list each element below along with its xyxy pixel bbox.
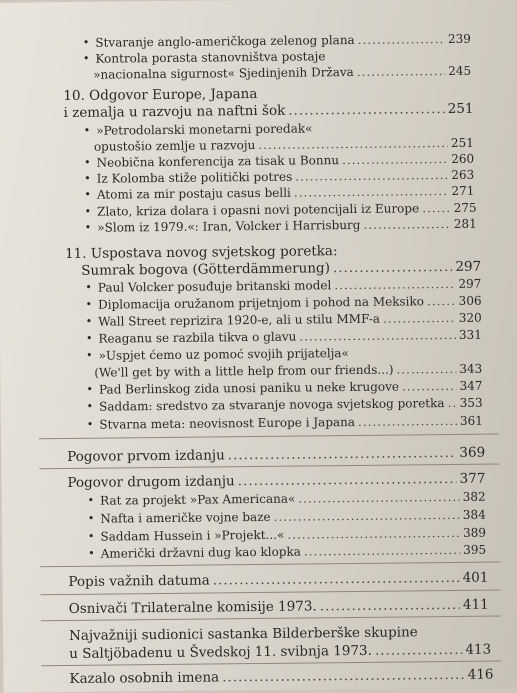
toc-entry[interactable] xyxy=(84,168,474,186)
section-divider xyxy=(41,589,501,595)
toc-entry[interactable] xyxy=(85,217,477,235)
bullet-icon: • xyxy=(84,220,92,234)
toc-entry-title: Saddam: sredstvo za stvaranje novoga svjetskog poretka xyxy=(99,396,445,414)
bullet-icon: • xyxy=(85,314,93,328)
bullet-icon: • xyxy=(85,331,93,345)
toc-entry[interactable] xyxy=(93,64,471,82)
toc-entry[interactable] xyxy=(94,362,482,380)
dot-leader xyxy=(320,597,460,614)
bullet-icon: • xyxy=(87,529,95,543)
dot-leader xyxy=(299,328,456,344)
toc-entry-title: »Slom iz 1979.«: Iran, Volcker i Harrisburg xyxy=(97,217,361,235)
chapter-title-cont: i zemalja u razvoju na naftni šok xyxy=(63,102,286,122)
bullet-icon: • xyxy=(85,297,93,311)
toc-entry[interactable] xyxy=(84,184,474,202)
toc-entry-line xyxy=(86,346,349,363)
toc-page-number: 297 xyxy=(455,258,482,275)
bullet-icon: • xyxy=(82,35,90,49)
section-title: Najvažniji sudionici sastanka Bilderberške skupine xyxy=(68,624,418,644)
dot-leader xyxy=(238,471,457,489)
dot-leader xyxy=(304,543,460,559)
dot-leader xyxy=(357,64,446,79)
section-divider xyxy=(39,433,499,439)
toc-page-number: 361 xyxy=(459,413,483,428)
section-title-cont: u Saltjöbadenu u Švedskoj 11. svibnja 1973. xyxy=(69,642,372,662)
toc-entry-title: Rat za projekt »Pax Americana« xyxy=(100,491,296,508)
dot-leader xyxy=(375,642,463,659)
toc-page-number: 382 xyxy=(462,489,486,504)
section-title: Osnivači Trilateralne komisije 1973. xyxy=(68,598,317,618)
dot-leader xyxy=(287,526,460,542)
section-divider xyxy=(40,561,500,567)
toc-entry-title: »Uspjet ćemo uz pomoć svojih prijatelja« xyxy=(98,346,349,363)
toc-entry-title: Kontrola porasta stanovništva postaje xyxy=(95,49,326,66)
dot-leader xyxy=(294,184,449,200)
toc-entry[interactable] xyxy=(88,543,486,561)
toc-page-number: 347 xyxy=(459,378,483,393)
toc-page-number: 416 xyxy=(467,666,494,683)
toc-page-number: 251 xyxy=(450,135,474,150)
dot-leader xyxy=(274,508,460,524)
dot-leader xyxy=(295,168,448,184)
dot-leader xyxy=(422,201,451,215)
bullet-icon: • xyxy=(86,417,94,431)
dot-leader xyxy=(383,311,456,326)
bullet-icon: • xyxy=(84,204,92,218)
toc-entry[interactable] xyxy=(84,152,474,170)
toc-entry[interactable] xyxy=(86,379,482,397)
toc-entry-title: Stvarna meta: neovisnost Europe i Japana xyxy=(99,414,356,432)
toc-page-number: 271 xyxy=(451,183,475,198)
section-title: Pogovor prvom izdanju xyxy=(67,447,225,466)
section-title: Kazalo osobnih imena xyxy=(69,669,220,687)
dot-leader xyxy=(358,414,457,429)
toc-entry[interactable] xyxy=(87,414,483,432)
bullet-icon: • xyxy=(88,546,95,560)
toc-entry[interactable] xyxy=(83,32,471,50)
dot-leader xyxy=(427,294,456,308)
bullet-icon: • xyxy=(87,511,95,525)
toc-entry[interactable] xyxy=(69,667,493,687)
section-title: Pogovor drugom izdanju xyxy=(67,473,235,492)
toc-page-number: 384 xyxy=(462,507,486,522)
toc-page-number: 411 xyxy=(462,596,489,613)
toc-page-number: 281 xyxy=(453,216,477,231)
toc-entry-title: »Petrodolarski monetarni poredak« xyxy=(96,121,313,138)
toc-entry-title-cont: »nacionalna sigurnost« Sjedinjenih Država xyxy=(93,64,354,82)
toc-page-number: 260 xyxy=(451,151,475,166)
toc-page-number: 320 xyxy=(458,310,482,325)
toc-page-number: 239 xyxy=(447,31,471,46)
bullet-icon: • xyxy=(84,171,91,185)
toc-entry[interactable] xyxy=(85,201,477,219)
toc-page-number: 275 xyxy=(453,200,477,215)
toc-entry-title: Iz Kolomba stiže politički potres xyxy=(96,169,293,186)
toc-entry-line xyxy=(84,121,313,137)
bullet-icon: • xyxy=(85,280,92,294)
toc-entry-title: Wall Street reprizira 1920-e, ali u stilu MMF-a xyxy=(98,311,381,329)
toc-entry-title: Američki državni dug kao klopka xyxy=(100,544,301,561)
toc-entry-title: Neobična konferencija za tisak u Bonnu xyxy=(96,153,340,170)
bullet-icon: • xyxy=(84,187,91,201)
chapter-title: 11. Uspostava novog svjetskog poretka: xyxy=(64,243,338,263)
toc-entry-title: Pad Berlinskog zida unosi paniku u neke krugove xyxy=(98,379,400,397)
bullet-icon: • xyxy=(86,399,94,413)
toc-entry[interactable] xyxy=(69,597,489,617)
toc-entry[interactable] xyxy=(68,570,488,590)
toc-page-number: 263 xyxy=(451,167,475,182)
dot-leader xyxy=(333,259,453,276)
toc-entry-title: Saddam Hussein i »Projekt...« xyxy=(100,527,285,544)
dot-leader xyxy=(342,152,448,167)
bullet-icon: • xyxy=(86,348,93,362)
section-title: Popis važnih datuma xyxy=(68,572,210,591)
toc-entry[interactable] xyxy=(88,508,486,526)
dot-leader xyxy=(288,101,445,119)
toc-page-number: 331 xyxy=(458,327,482,342)
dot-leader xyxy=(228,445,457,463)
toc-entry[interactable] xyxy=(67,471,485,491)
toc-page-number: 306 xyxy=(458,293,482,308)
toc-entry[interactable] xyxy=(87,396,483,414)
toc-entry[interactable] xyxy=(81,259,481,279)
toc-entry[interactable] xyxy=(85,277,481,295)
toc-entry-title: Diplomacija oružanom prijetnjom i pohod na Meksiko xyxy=(97,294,425,312)
toc-entry[interactable] xyxy=(88,490,486,508)
toc-entry-title: Reaganu se razbila tikva o glavu xyxy=(98,329,297,346)
toc-page-number: 245 xyxy=(448,63,472,78)
toc-entry[interactable] xyxy=(94,136,474,154)
chapter-title-cont: Sumrak bogova (Götterdämmerung) xyxy=(81,260,331,279)
toc-page-number: 369 xyxy=(459,444,486,461)
toc-page-number: 389 xyxy=(462,525,487,540)
toc-page-number: 377 xyxy=(459,470,486,487)
dot-leader xyxy=(298,490,460,506)
toc-entry[interactable] xyxy=(63,101,473,121)
bullet-icon: • xyxy=(87,493,95,507)
toc-page-number: 297 xyxy=(458,276,482,291)
bullet-icon: • xyxy=(82,51,90,65)
toc-entry[interactable] xyxy=(85,294,481,312)
toc-entry-title: Atomi za mir postaju casus belli xyxy=(96,185,291,202)
toc-entry-title: Paul Volcker posuđuje britanski model xyxy=(97,278,332,295)
dot-leader xyxy=(358,32,445,47)
toc-page-number: 343 xyxy=(459,361,483,376)
chapter-title: 10. Odgovor Europe, Japana xyxy=(63,85,258,105)
dot-leader xyxy=(258,136,448,152)
dot-leader xyxy=(213,570,460,589)
bullet-icon: • xyxy=(86,382,94,396)
toc-page-number: 251 xyxy=(447,100,474,118)
toc-entry[interactable] xyxy=(86,328,482,346)
bullet-icon: • xyxy=(83,123,91,137)
bullet-icon: • xyxy=(84,155,91,169)
dot-leader xyxy=(396,362,456,377)
dot-leader xyxy=(334,277,455,292)
toc-entry-line xyxy=(83,49,326,66)
toc-entry[interactable] xyxy=(69,642,491,662)
toc-page-number: 395 xyxy=(463,542,487,557)
toc-entry-title-cont: (We'll get by with a little help from our friends...) xyxy=(94,362,394,380)
toc-entry-title-cont: opustošio zemlje u razvoju xyxy=(93,138,256,154)
dot-leader xyxy=(447,396,456,410)
toc-page-number: 353 xyxy=(459,395,483,410)
dot-leader xyxy=(402,379,457,394)
toc-entry[interactable] xyxy=(88,526,486,544)
toc-entry[interactable] xyxy=(67,445,485,465)
toc-entry-title: Stvaranje anglo-američkoga zelenog plana xyxy=(95,32,355,50)
toc-entry-title: Nafta i američke vojne baze xyxy=(100,509,271,526)
dot-leader xyxy=(222,667,465,686)
toc-page-number: 401 xyxy=(462,569,489,586)
toc-page-number: 413 xyxy=(465,641,492,658)
dot-leader xyxy=(363,217,451,232)
toc-entry[interactable] xyxy=(86,311,482,329)
toc-entry-title: Zlato, kriza dolara i opasni novi potencijali iz Europe xyxy=(97,201,420,219)
